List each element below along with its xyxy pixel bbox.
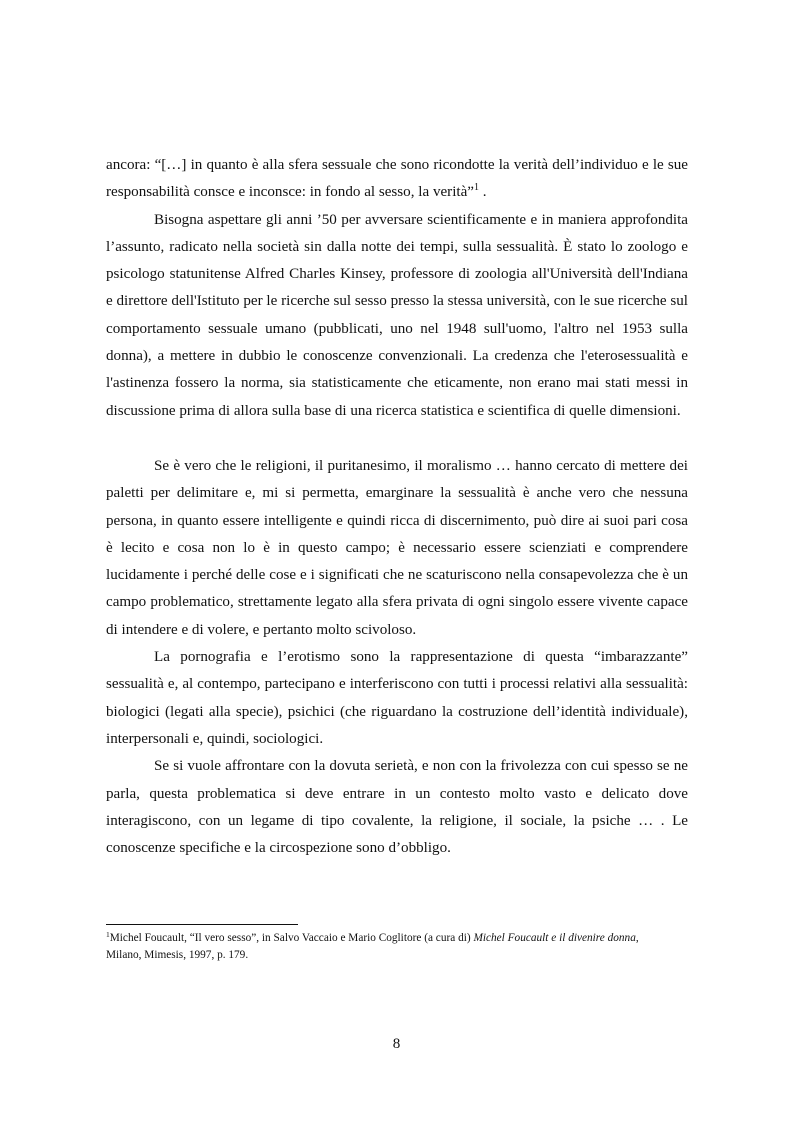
footnote-divider	[106, 924, 298, 925]
footnote-text-after: ,	[635, 932, 639, 944]
body-text	[106, 152, 688, 862]
footnote-line-1	[106, 930, 696, 947]
footnote	[106, 930, 696, 964]
footnote-reference[interactable]: 1	[474, 182, 479, 194]
footnote-line-2: Milano, Mimesis, 1997, p. 179.	[106, 949, 249, 961]
page-number: 8	[392, 1036, 401, 1052]
paragraph-1	[106, 152, 688, 207]
paragraph-5: Se si vuole affrontare con la dovuta serietà, e non con la frivolezza con cui spesso se ne parla, questa problematica si deve entrare in un contesto molto vasto e delicato dove interagiscono, con un legame di tipo covalente, la religione, il sociale, la psiche … . Le conoscenze specifiche e la circospezione sono d’obbligo.	[106, 758, 688, 857]
footnote-marker: 1	[106, 930, 110, 939]
paragraph-4: La pornografia e l’erotismo sono la rappresentazione di questa “imbarazzante” sessualità e, al contempo, partecipano e interferiscono con tutti i processi relativi alla sessualità: biologici (legati alla specie), psichici (che riguardano la costruzione dell’identità individuale), interpersonali e, quindi, sociologici.	[106, 649, 688, 747]
footnote-book-title: Michel Foucault e il divenire donna	[473, 932, 636, 944]
paragraph-2: Bisogna aspettare gli anni ’50 per avversare scientificamente e in maniera approfondita l’assunto, radicato nella società sin dalla notte dei tempi, sulla sessualità. È stato lo zoologo e psicologo statunitense Alfred Charles Kinsey, professore di zoologia all'Università dell'Indiana e direttore dell'Istituto per le ricerche sul sesso presso la stessa università, con le sue ricerche sul comportamento sessuale umano (pubblicati, uno nel 1948 sull'uomo, l'altro nel 1953 sulla donna), a mettere in dubbio le conoscenze convenzionali. La credenza che l'eterosessualità e l'astinenza fossero la norma, sia statisticamente che eticamente, non erano mai stati messi in discussione prima di allora sulla base di una ricerca statistica e scientifica di quelle dimensioni.	[106, 211, 688, 419]
paragraph-gap	[106, 425, 688, 453]
paragraph-1-end: .	[482, 184, 487, 201]
paragraph-3: Se è vero che le religioni, il puritanesimo, il moralismo … hanno cercato di mettere dei paletti per delimitare e, mi si permetta, emarginare la sessualità è anche vero che nessuna persona, in quanto essere intelligente e quindi ricca di discernimento, può dire ai suoi pari cosa è lecito e cosa non lo è in questo campo; è necessario essere scienziati e comprendere lucidamente i perché delle cose e i significati che ne scaturiscono nella consapevolezza che è un campo problematico, strettamente legato alla sfera privata di ogni singolo essere vivente capace di intendere e di volere, e pertanto molto scivoloso.	[106, 457, 688, 638]
paragraph-1-text: ancora: “[…] in quanto è alla sfera sessuale che sono ricondotte la verità dell’individuo e le sue responsabilità consce e inconsce: in fondo al sesso, la verità”	[106, 157, 688, 201]
footnote-text: Michel Foucault, “Il vero sesso”, in Salvo Vaccaio e Mario Coglitore (a cura di)	[109, 932, 474, 944]
